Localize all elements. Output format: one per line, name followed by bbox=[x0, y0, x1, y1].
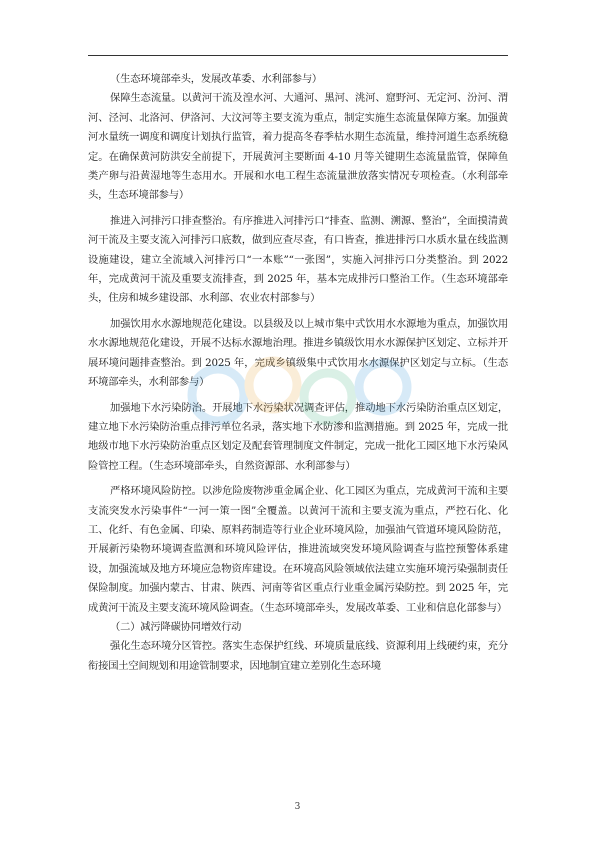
page-number: 3 bbox=[294, 802, 301, 812]
paragraph-ecological-flow: 保障生态流量。以黄河干流及湟水河、大通河、黑河、洮河、窟野河、无定河、汾河、渭河、泾河、北洛河、伊洛河、大汶河等主要支流为重点，制定实施生态流量保障方案。加强黄河水量统一调度和调度计划执行监管，着力提高冬春季枯水期生态流量，维持河道生态系统稳定。在确保黄河防洪安全前提下，开展黄河主要断面 4-10 月等关键期生态流量监管，保障鱼类产卵与沿黄湿地等生态用水。开展和水电工程生态流量泄放落实情况专项检查。（水利部牵头，生态环境部参与） bbox=[88, 92, 508, 202]
paragraph-lead-agencies: （生态环境部牵头，发展改革委、水利部参与） bbox=[110, 73, 323, 85]
document-body bbox=[88, 70, 508, 676]
paragraph-zoning-control: 强化生态环境分区管控。落实生态保护红线、环境质量底线、资源利用上线硬约束，充分衔接国土空间规划和用途管制要求，因地制宜建立差别化生态环境 bbox=[88, 640, 508, 672]
paragraph-groundwater: 加强地下水污染防治。开展地下水污染状况调查评估，推动地下水污染防治重点区划定，建立地下水污染防治重点排污单位名录，落实地下水防渗和监测措施。到 2025 年，完成一批地级市地下水污染防治重点区划定及配套管理制度文件制定，完成一批化工园区地下水污染风险管控工程。（生态环境部牵头，自然资源部、水利部参与） bbox=[88, 401, 508, 472]
section-heading: （二）减污降碳协同增效行动 bbox=[110, 620, 242, 633]
paragraph-risk-control: 严格环境风险防控。以涉危险废物涉重金属企业、化工园区为重点，完成黄河干流和主要支流突发水污染事件“一河一策一图”全覆盖。以黄河干流和主要支流为重点，严控石化、化工、化纤、有色金属、印染、原料药制造等行业企业环境风险，加强油气管道环境风险防范，开展新污染物环境调查监测和环境风险评估，推进流域突发环境风险调查与监控预警体系建设，加强流域及地方环境应急物资库建设。在环境高风险领域依法建立实施环境污染强制责任保险制度。加强内蒙古、甘肃、陕西、河南等省区重点行业重金属污染防控。到 2025 年，完成黄河干流及主要支流环境风险调查。（生态环境部牵头，发展改革委、工业和信息化部参与） bbox=[88, 485, 508, 614]
paragraph-drinking-water: 加强饮用水水源地规范化建设。以县级及以上城市集中式饮用水水源地为重点，加强饮用水水源地规范化建设，开展不达标水源地治理。推进乡镇级饮用水水源保护区划定、立标并开展环境问题排查整治。到 2025 年，完成乡镇级集中式饮用水水源保护区划定与立标。（生态环境部牵头，水利部参与） bbox=[88, 317, 508, 389]
paragraph-sewage-outlets: 推进入河排污口排查整治。有序推进入河排污口“排查、监测、溯源、整治”，全面摸清黄河干流及主要支流入河排污口底数，做到应查尽查，有口皆查，推进排污口水质水量在线监测设施建设，建立全流域入河排污口“一本账”“一张图”，实施入河排污口分类整治。到 2022 年，完成黄河干流及重要支流排查，到 2025 年，基本完成排污口整治工作。（生态环境部牵头，住房和城乡建设部、水利部、农业农村部参与） bbox=[88, 214, 508, 305]
header-rule bbox=[88, 55, 508, 56]
